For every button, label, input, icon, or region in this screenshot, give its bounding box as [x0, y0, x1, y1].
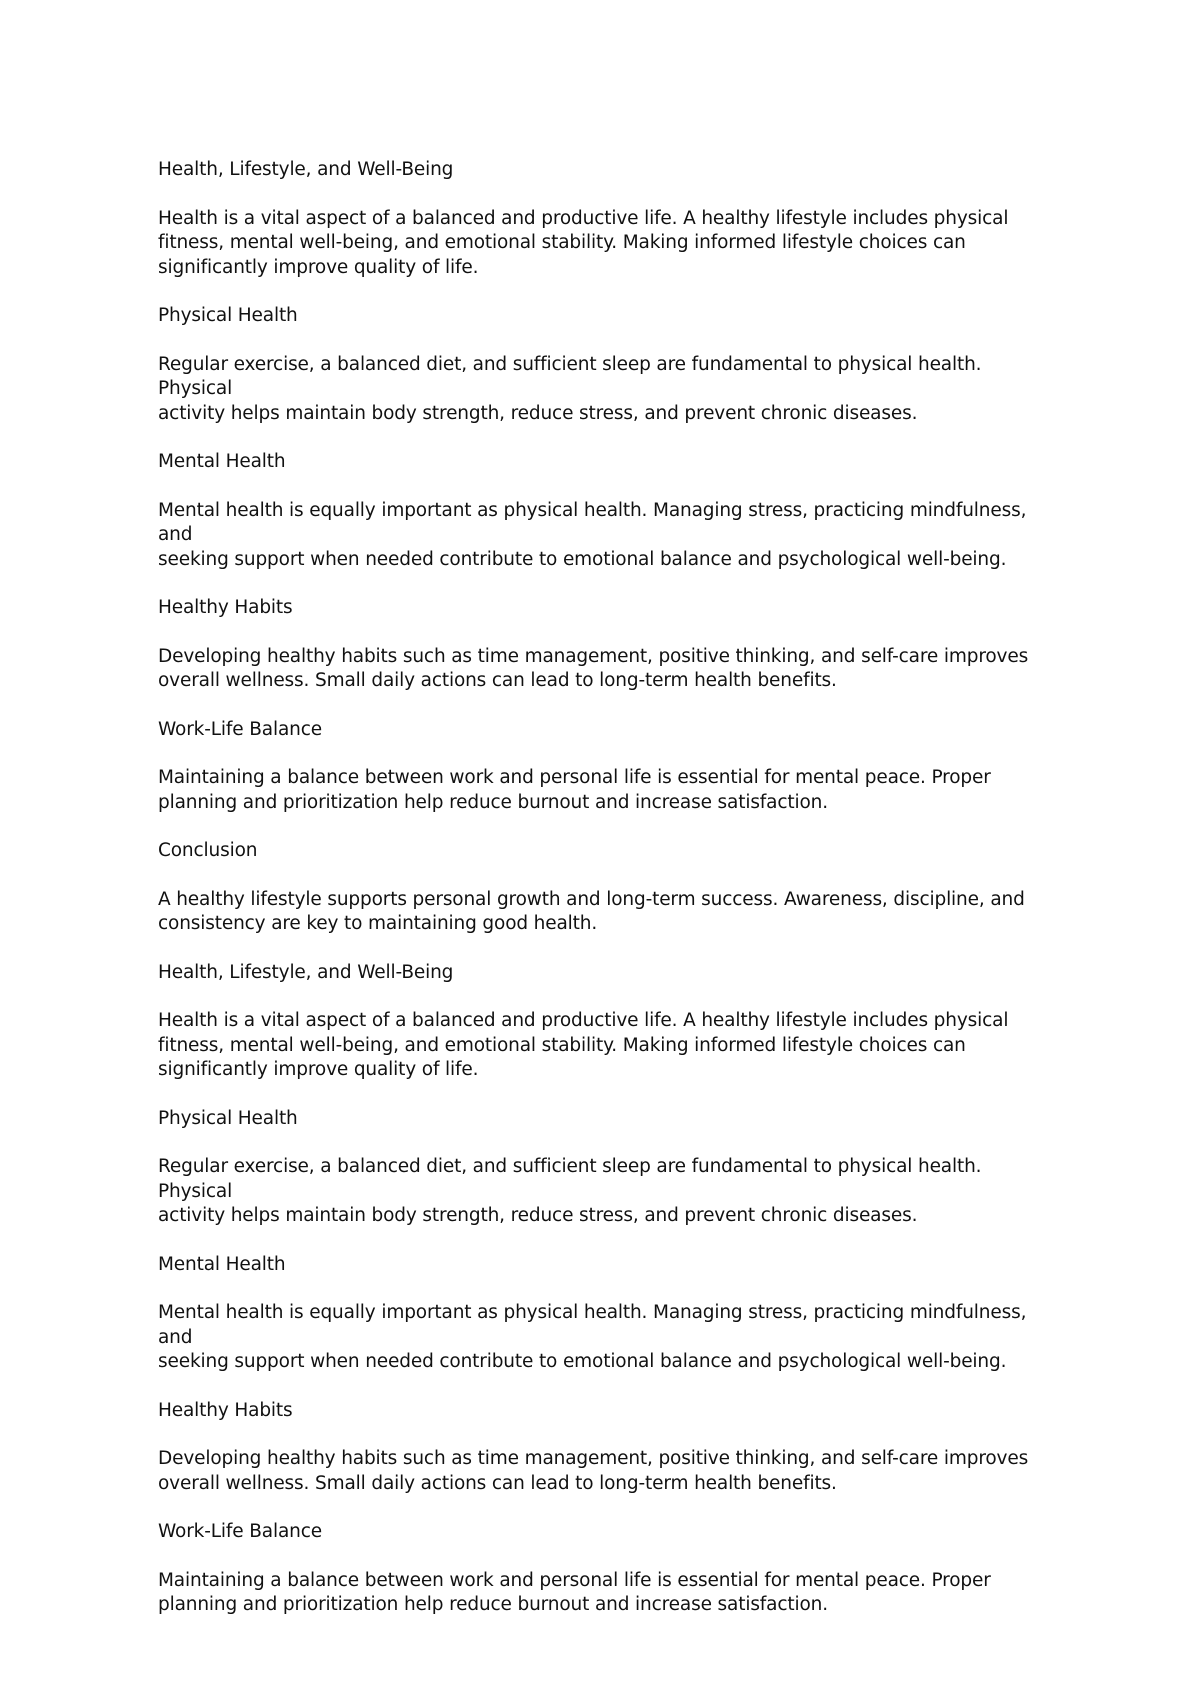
- section-heading: Health, Lifestyle, and Well-Being: [158, 961, 454, 983]
- paragraph: [158, 888, 1058, 937]
- paragraph-line: consistency are key to maintaining good health.: [158, 913, 598, 934]
- paragraph-line: Health is a vital aspect of a balanced and productive life. A healthy lifestyle includes physical: [158, 207, 1009, 229]
- paragraph: [158, 499, 1058, 573]
- paragraph-line: fitness, mental well-being, and emotional stability. Making informed lifestyle choices can: [158, 232, 966, 253]
- paragraph-line: activity helps maintain body strength, reduce stress, and prevent chronic diseases.: [158, 402, 918, 424]
- section-heading: Mental Health: [158, 451, 286, 472]
- paragraph-line: significantly improve quality of life.: [158, 1059, 479, 1080]
- paragraph-line: Health is a vital aspect of a balanced and productive life. A healthy lifestyle includes physical: [158, 1010, 1009, 1031]
- paragraph: [158, 766, 1058, 815]
- section-heading: Mental Health: [158, 1253, 286, 1275]
- paragraph-line: Maintaining a balance between work and personal life is essential for mental peace. Proper: [158, 1569, 991, 1591]
- document-body: [158, 158, 1058, 1642]
- section-heading: Physical Health: [158, 1107, 298, 1129]
- paragraph-line: Regular exercise, a balanced diet, and sufficient sleep are fundamental to physical health. Physical: [158, 1156, 982, 1202]
- section-heading: Health, Lifestyle, and Well-Being: [158, 159, 454, 180]
- section-heading: Healthy Habits: [158, 597, 293, 618]
- paragraph-line: fitness, mental well-being, and emotional stability. Making informed lifestyle choices can: [158, 1034, 966, 1056]
- paragraph-line: planning and prioritization help reduce burnout and increase satisfaction.: [158, 791, 828, 813]
- paragraph-line: significantly improve quality of life.: [158, 256, 479, 278]
- paragraph: [158, 1301, 1058, 1375]
- section-heading: Work-Life Balance: [158, 1521, 322, 1542]
- paragraph-line: overall wellness. Small daily actions can lead to long-term health benefits.: [158, 1472, 837, 1494]
- paragraph-line: overall wellness. Small daily actions can lead to long-term health benefits.: [158, 670, 837, 691]
- paragraph-line: A healthy lifestyle supports personal growth and long-term success. Awareness, discipline, and: [158, 888, 1025, 910]
- paragraph-line: activity helps maintain body strength, reduce stress, and prevent chronic diseases.: [158, 1205, 918, 1226]
- paragraph-line: planning and prioritization help reduce burnout and increase satisfaction.: [158, 1594, 828, 1615]
- paragraph-line: seeking support when needed contribute to emotional balance and psychological well-being.: [158, 1351, 1007, 1372]
- section-heading: Conclusion: [158, 840, 258, 861]
- paragraph-line: Mental health is equally important as physical health. Managing stress, practicing mindfulness, and: [158, 499, 1027, 545]
- paragraph: [158, 1447, 1058, 1496]
- section-heading: Physical Health: [158, 305, 298, 326]
- paragraph-line: Developing healthy habits such as time management, positive thinking, and self-care improves: [158, 645, 1029, 667]
- paragraph-line: Developing healthy habits such as time management, positive thinking, and self-care improves: [158, 1448, 1029, 1469]
- paragraph-line: seeking support when needed contribute to emotional balance and psychological well-being.: [158, 548, 1007, 570]
- paragraph: [158, 1569, 1058, 1618]
- paragraph: [158, 645, 1058, 694]
- paragraph-line: Mental health is equally important as physical health. Managing stress, practicing mindfulness, and: [158, 1302, 1027, 1348]
- paragraph-line: Regular exercise, a balanced diet, and sufficient sleep are fundamental to physical health. Physical: [158, 353, 982, 399]
- paragraph: [158, 1009, 1058, 1083]
- paragraph: [158, 207, 1058, 281]
- section-heading: Healthy Habits: [158, 1399, 293, 1421]
- paragraph: [158, 1155, 1058, 1229]
- paragraph-line: Maintaining a balance between work and personal life is essential for mental peace. Proper: [158, 767, 991, 788]
- paragraph: [158, 353, 1058, 427]
- section-heading: Work-Life Balance: [158, 718, 322, 740]
